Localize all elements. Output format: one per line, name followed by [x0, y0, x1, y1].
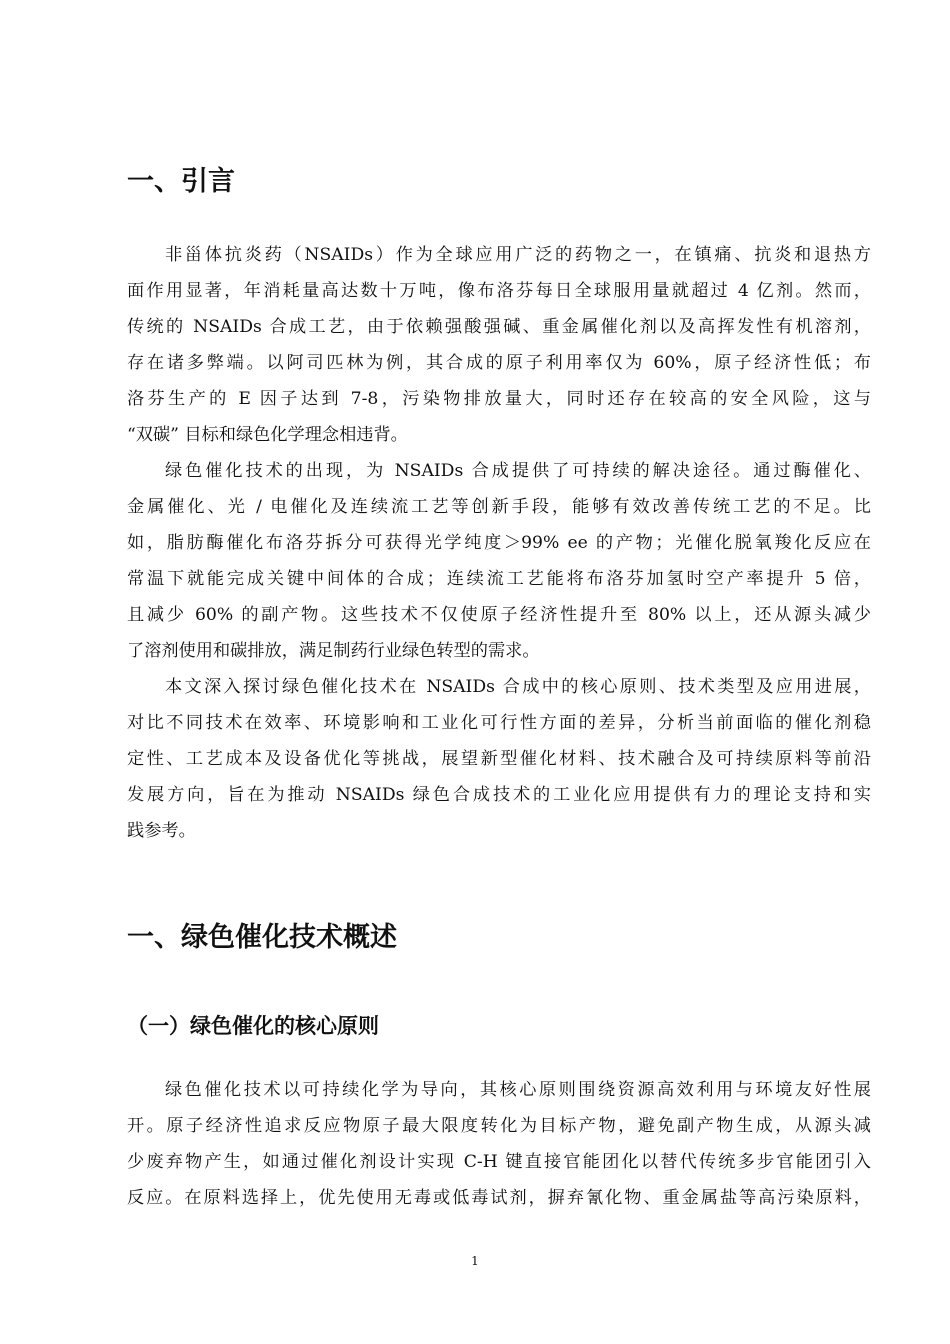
- paragraph-line: 常温下就能完成关键中间体的合成；连续流工艺能将布洛芬加氢时空产率提升 5 倍，: [127, 569, 871, 589]
- paragraph-line: “双碳” 目标和绿色化学理念相违背。: [127, 425, 408, 445]
- paragraph-line: 对比不同技术在效率、环境影响和工业化可行性方面的差异，分析当前面临的催化剂稳: [127, 713, 871, 733]
- subheading-core-principles: （一）绿色催化的核心原则: [127, 1014, 379, 1038]
- paragraph-line: 了溶剂使用和碳排放，满足制药行业绿色转型的需求。: [127, 641, 540, 661]
- paragraph-line: 践参考。: [127, 821, 196, 841]
- paragraph-line: 存在诸多弊端。以阿司匹林为例，其合成的原子利用率仅为 60%，原子经济性低；布: [127, 353, 871, 373]
- heading-introduction: 一、引言: [127, 166, 235, 197]
- paragraph-line: 且减少 60% 的副产物。这些技术不仅使原子经济性提升至 80% 以上，还从源头减少: [127, 605, 871, 625]
- paragraph-line: 发展方向，旨在为推动 NSAIDs 绿色合成技术的工业化应用提供有力的理论支持和实: [127, 785, 871, 805]
- paragraph-line: 非甾体抗炎药（NSAIDs）作为全球应用广泛的药物之一，在镇痛、抗炎和退热方: [165, 245, 871, 265]
- paragraph-line: 定性、工艺成本及设备优化等挑战，展望新型催化材料、技术融合及可持续原料等前沿: [127, 749, 871, 769]
- paragraph-line: 洛芬生产的 E 因子达到 7-8，污染物排放量大，同时还存在较高的安全风险，这与: [127, 389, 871, 409]
- paragraph-line: 传统的 NSAIDs 合成工艺，由于依赖强酸强碱、重金属催化剂以及高挥发性有机溶剂，: [127, 317, 871, 337]
- page-number: 1: [471, 1254, 479, 1268]
- paragraph-line: 本文深入探讨绿色催化技术在 NSAIDs 合成中的核心原则、技术类型及应用进展，: [165, 677, 871, 697]
- paragraph-line: 开。原子经济性追求反应物原子最大限度转化为目标产物，避免副产物生成，从源头减: [127, 1116, 871, 1136]
- heading-green-catalysis-overview: 一、绿色催化技术概述: [127, 922, 397, 953]
- paragraph-line: 反应。在原料选择上，优先使用无毒或低毒试剂，摒弃氰化物、重金属盐等高污染原料，: [127, 1188, 871, 1208]
- paragraph-line: 绿色催化技术的出现，为 NSAIDs 合成提供了可持续的解决途径。通过酶催化、: [165, 461, 871, 481]
- paragraph-line: 如，脂肪酶催化布洛芬拆分可获得光学纯度＞99% ee 的产物；光催化脱氧羧化反应在: [127, 533, 871, 553]
- paragraph-line: 少废弃物产生，如通过催化剂设计实现 C-H 键直接官能团化以替代传统多步官能团引入: [127, 1152, 871, 1172]
- paragraph-line: 面作用显著，年消耗量高达数十万吨，像布洛芬每日全球服用量就超过 4 亿剂。然而，: [127, 281, 871, 301]
- paragraph-line: 金属催化、光 / 电催化及连续流工艺等创新手段，能够有效改善传统工艺的不足。比: [127, 497, 871, 517]
- paragraph-line: 绿色催化技术以可持续化学为导向，其核心原则围绕资源高效利用与环境友好性展: [165, 1080, 871, 1100]
